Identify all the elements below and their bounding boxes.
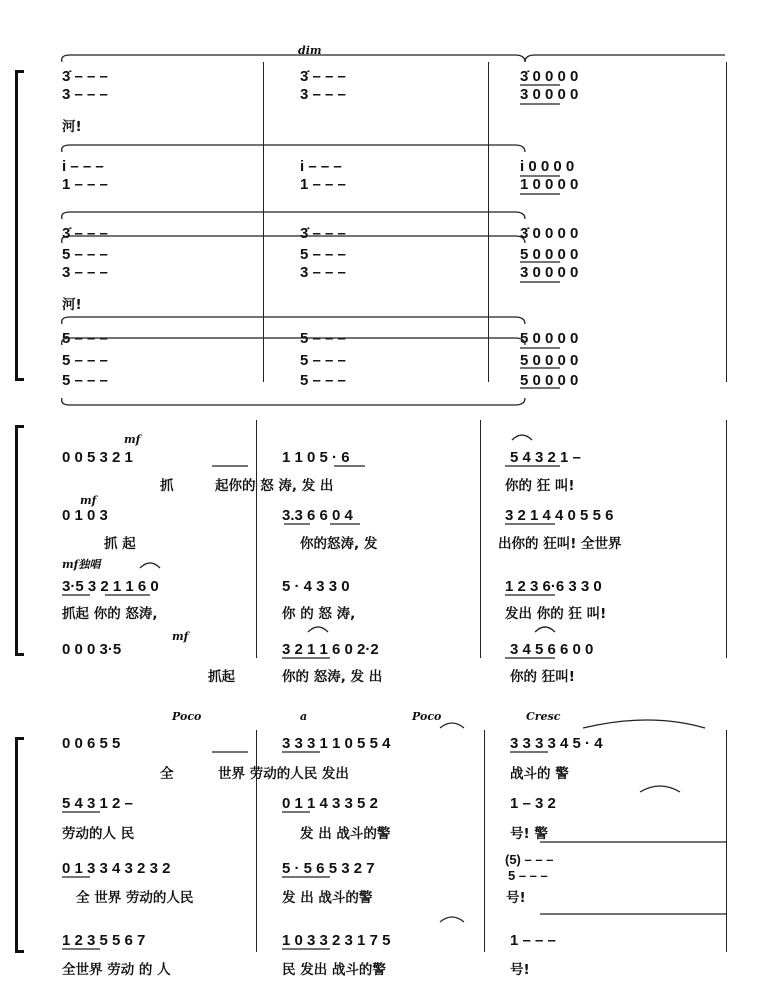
notes-m2: 3 – – – [300, 264, 346, 281]
notes: 0 1 0 3 [62, 507, 108, 524]
notes-m3: 3̇ 0 0 0 0 [520, 225, 579, 242]
lyric: 你的 狂 叫! [505, 478, 575, 494]
notes-m1: 3̇ – – – [62, 68, 108, 85]
notes: (5) – – – [505, 852, 554, 867]
lyric: 抓 [160, 478, 174, 494]
dynamic-mf: mf [124, 433, 141, 446]
notes-m1: 5 – – – [62, 330, 108, 347]
notes: 5 4 3 1 2 – [62, 795, 133, 812]
notes: 5 4 3 2 1 – [510, 449, 581, 466]
notes-m2: 3 – – – [300, 86, 346, 103]
notes-m3: 5 0 0 0 0 [520, 372, 579, 389]
notes-m2: 5 – – – [300, 372, 346, 389]
lyric: 劳动的人 民 [62, 826, 135, 842]
tempo-cresc: Cresc [526, 710, 561, 723]
lyric: 起你的 怒 涛, 发 出 [215, 478, 334, 494]
notes: 3·5 3 2 1 1 6 0 [62, 578, 159, 595]
lyric: 抓起 [208, 669, 235, 685]
lyric: 河! [62, 119, 82, 135]
lyric: 世界 劳动的人民 发出 [218, 766, 349, 782]
notes: 0 0 6 5 5 [62, 735, 121, 752]
notes-m3: 5 0 0 0 0 [520, 352, 579, 369]
notes-m3: 3 0 0 0 0 [520, 86, 579, 103]
notes-m2: 3̇ – – – [300, 225, 346, 242]
lyric: 民 发出 战斗的警 [282, 962, 386, 978]
notes-m2: 5 – – – [300, 330, 346, 347]
notes-m1: 3 – – – [62, 264, 108, 281]
notes-m1: i – – – [62, 158, 104, 175]
tempo-a: a [300, 710, 308, 723]
dynamic-mf-solo: mf独唱 [62, 558, 101, 571]
notes-m3: 5 0 0 0 0 [520, 330, 579, 347]
dynamic-dim: dim [298, 44, 322, 57]
notes-m1: 3̇ – – – [62, 225, 108, 242]
notes-m2: 5 – – – [300, 352, 346, 369]
notes: 3 4 5 6 6 0 0 [510, 641, 594, 658]
notes-m3: 3 0 0 0 0 [520, 264, 579, 281]
notes-m1: 5 – – – [62, 372, 108, 389]
notes-m1: 5 – – – [62, 352, 108, 369]
lyric: 全 世界 劳动的人民 [76, 890, 194, 906]
lyric: 你 的 怒 涛, [282, 606, 356, 622]
notes-m2: 1 – – – [300, 176, 346, 193]
notes: 1 1 0 5 · 6 [282, 449, 350, 466]
notes-m3: 5 0 0 0 0 [520, 246, 579, 263]
dynamic-mf: mf [172, 630, 189, 643]
notes: 1 2 3 5 5 6 7 [62, 932, 146, 949]
lyric: 出你的 狂叫! 全世界 [498, 536, 622, 552]
notes: 5 – – – [508, 868, 548, 883]
notes-m3: 1 0 0 0 0 [520, 176, 579, 193]
lyric: 抓 起 [104, 536, 136, 552]
notes: 1 0 3 3 2 3 1 7 5 [282, 932, 391, 949]
lyric: 号! 警 [510, 826, 548, 842]
notes: 1 – – – [510, 932, 556, 949]
notes: 3 2 1 1 6 0 2·2 [282, 641, 379, 658]
lyric: 发 出 战斗的警 [300, 826, 391, 842]
lyric: 全世界 劳动 的 人 [62, 962, 171, 978]
notes-m2: i – – – [300, 158, 342, 175]
notes: 3 3 3 3 4 5 · 4 [510, 735, 603, 752]
lyric: 河! [62, 297, 82, 313]
notes-m1: 1 – – – [62, 176, 108, 193]
lyric: 号! [510, 962, 530, 978]
notes-m2: 3̇ – – – [300, 68, 346, 85]
notes: 0 1 3 3 4 3 2 3 2 [62, 860, 171, 877]
lyric: 发出 你的 狂 叫! [505, 606, 607, 622]
notes-m3: i 0 0 0 0 [520, 158, 575, 175]
lyric: 号! [506, 890, 526, 906]
lyric: 你的 狂叫! [510, 669, 575, 685]
lyric: 战斗的 警 [510, 766, 569, 782]
notes: 1 2 3 6·6 3 3 0 [505, 578, 602, 595]
notes: 5 · 4 3 3 0 [282, 578, 350, 595]
lyric: 你的怒涛, 发 [300, 536, 378, 552]
notes: 0 1 1 4 3 3 5 2 [282, 795, 378, 812]
lyric: 你的 怒涛, 发 出 [282, 669, 383, 685]
notes: 3 3 3 1 1 0 5 5 4 [282, 735, 391, 752]
notes-m2: 5 – – – [300, 246, 346, 263]
lyric: 发 出 战斗的警 [282, 890, 373, 906]
notes-m3: 3̇ 0 0 0 0 [520, 68, 579, 85]
notes: 3.3 6 6 0 4 [282, 507, 353, 524]
notes: 3 2 1 4 4 0 5 5 6 [505, 507, 614, 524]
lyric: 全 [160, 766, 174, 782]
notes: 0 0 0 3·5 [62, 641, 122, 658]
notes-m1: 3 – – – [62, 86, 108, 103]
notes-m1: 5 – – – [62, 246, 108, 263]
notes: 0 0 5 3 2 1 [62, 449, 133, 466]
tempo-poco: Poco [172, 710, 202, 723]
notes: 5 · 5 6 5 3 2 7 [282, 860, 375, 877]
dynamic-mf: mf [80, 494, 97, 507]
lyric: 抓起 你的 怒涛, [62, 606, 158, 622]
tempo-poco: Poco [412, 710, 442, 723]
notes: 1 – 3 2 [510, 795, 556, 812]
